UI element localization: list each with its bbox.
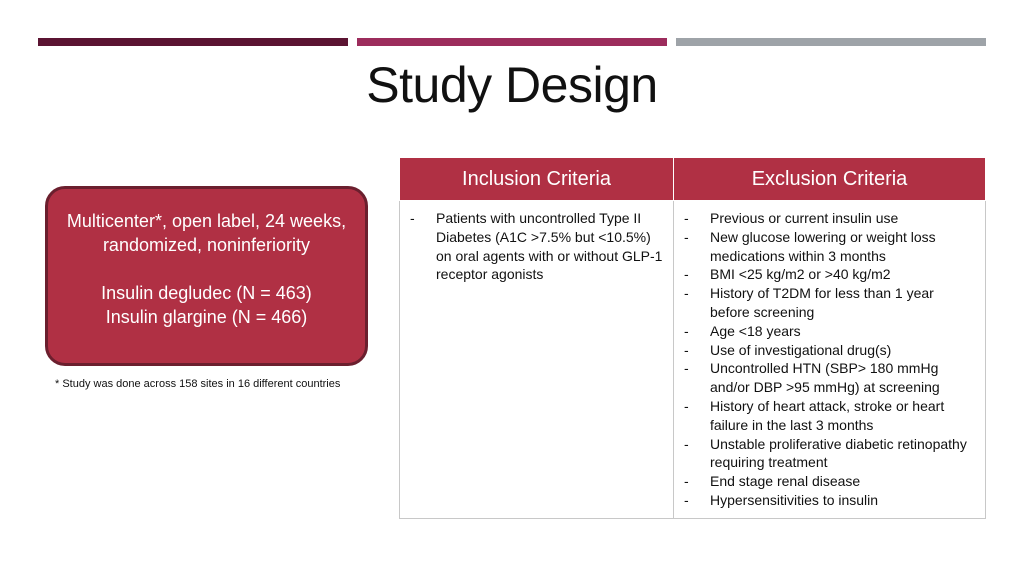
exclusion-text: New glucose lowering or weight loss medications within 3 months [710, 228, 936, 264]
exclusion-item [682, 341, 977, 360]
exclusion-text: Unstable proliferative diabetic retinopathy requiring treatment [710, 435, 967, 471]
criteria-header-row [400, 158, 986, 201]
dash-bullet: - [684, 266, 689, 283]
exclusion-item [682, 435, 977, 473]
dash-bullet: - [684, 360, 689, 377]
exclusion-cell [674, 201, 986, 519]
study-summary-box [45, 186, 368, 366]
dash-bullet: - [684, 228, 689, 245]
inclusion-header: Inclusion Criteria [400, 158, 674, 201]
slide-title: Study Design [366, 57, 658, 113]
summary-spacer [48, 257, 365, 281]
footnote: * Study was done across 158 sites in 16 different countries [55, 378, 341, 390]
glargine-arm-text: Insulin glargine (N = 466) [105, 307, 308, 327]
dash-bullet: - [684, 473, 689, 490]
exclusion-text: History of T2DM for less than 1 year before screening [710, 285, 934, 320]
exclusion-item [682, 209, 977, 228]
exclusion-text: End stage renal disease [710, 473, 861, 490]
dash-bullet: - [684, 341, 689, 358]
dash-bullet: - [684, 397, 689, 414]
criteria-body-row [400, 201, 986, 519]
inclusion-text: Patients with uncontrolled Type II Diabetes (A1C >7.5% but <10.5%) on oral agents with or without GLP-1 receptor agonists [436, 210, 663, 283]
exclusion-text: Use of investigational drug(s) [710, 341, 892, 358]
exclusion-header: Exclusion Criteria [674, 158, 986, 201]
study-design-text: Multicenter*, open label, 24 weeks, randomized, noninferiority [66, 211, 347, 255]
top-accent-bar-right [676, 38, 986, 46]
dash-bullet: - [684, 210, 689, 226]
criteria-table [399, 157, 986, 519]
exclusion-item [682, 228, 977, 266]
exclusion-list [682, 209, 977, 510]
exclusion-item [682, 265, 977, 284]
exclusion-item [682, 472, 977, 491]
exclusion-item [682, 284, 977, 322]
inclusion-cell [400, 201, 674, 519]
inclusion-item [408, 209, 665, 284]
top-accent-bar-left [38, 38, 348, 46]
dash-bullet: - [684, 491, 689, 508]
exclusion-text: Uncontrolled HTN (SBP> 180 mmHg and/or DBP >95 mmHg) at screening [710, 360, 940, 396]
exclusion-text: BMI <25 kg/m2 or >40 kg/m2 [710, 266, 891, 283]
exclusion-item [682, 359, 977, 397]
exclusion-item [682, 322, 977, 341]
inclusion-list [408, 209, 665, 284]
top-accent-bar-middle [357, 38, 667, 46]
exclusion-item [682, 491, 977, 510]
dash-bullet: - [684, 435, 689, 452]
dash-bullet: - [684, 322, 689, 339]
dash-bullet: - [410, 210, 415, 226]
exclusion-text: Previous or current insulin use [710, 210, 899, 226]
exclusion-text: History of heart attack, stroke or heart failure in the last 3 months [710, 397, 945, 433]
exclusion-text: Age <18 years [710, 322, 801, 339]
exclusion-text: Hypersensitivities to insulin [710, 491, 879, 508]
exclusion-item [682, 397, 977, 435]
dash-bullet: - [684, 285, 689, 302]
degludec-arm-text: Insulin degludec (N = 463) [101, 283, 312, 303]
